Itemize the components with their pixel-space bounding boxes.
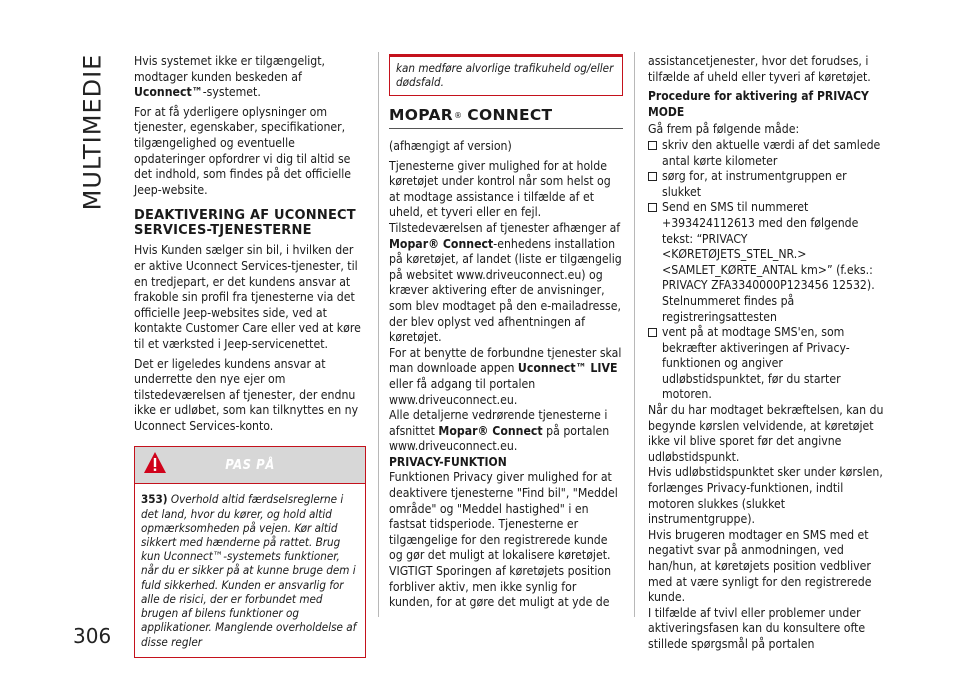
page-number: 306 — [73, 624, 112, 648]
subheading-privacy: PRIVACY-FUNKTION — [389, 454, 507, 469]
warning-label: PAS PÅ — [225, 457, 275, 473]
list-item: Send en SMS til nummeret +393424112613 med den følgende tekst: “PRIVACY <KØRETØJETS_STEL_NR.> <SAMLET_KØRTE_ANTAL km>” (f.eks.: PRIVACY ZFA3340000P123456 12532). Stelnummeret findes på registreringsattesten — [648, 200, 886, 325]
warning-triangle-icon — [143, 451, 167, 475]
paragraph-confirmation: Når du har modtaget bekræftelsen, kan du begynde kørslen velvidende, at køretøjet ikke vil blive sporet før det angivne udløbstidspunkt. — [648, 403, 884, 464]
paragraph-services: Tjenesterne giver mulighed for at holde køretøjet under kontrol når som helst og at modtage assistance i tilfælde af et uheld, et tyveri eller en fejl. — [389, 158, 611, 220]
paragraph-unavailable: Hvis systemet ikke er tilgængeligt, modtager kunden beskeden af Uconnect™-systemet. — [134, 54, 326, 100]
warning-body — [135, 484, 365, 656]
heading-deactivation: DEAKTIVERING AF UCONNECT SERVICES-TJENESTERNE — [134, 208, 356, 239]
paragraph-availability: Tilstedeværelsen af tjenester afhænger af Mopar® Connect-enhedens installation på køretøjet, af landet (liste er tilgængelig på websitet www.driveuconnect.eu) og kræver aktivering efter de anvisninger, som blev modtaget på den e-mailadresse, der blev oplyst ved afhentningen af køretøjet. — [389, 220, 622, 345]
paragraph-privacy: Funktionen Privacy giver mulighed for at deaktivere tjenesterne "Find bil", "Meddel område" og "Meddel hastighed" i en fastsat tidsperiode. Tjenesterne er tilgængelige for den registrerede kunde og gør det muligt at lokalisere køretøjet. — [389, 470, 618, 563]
warning-number: 353) — [141, 492, 168, 507]
paragraph-new-owner: Det er ligeledes kundens ansvar at underrette den nye ejer om tilstedeværelsen af tjenester, der endnu ikke er udløbet, som kan tilknyttes en ny Uconnect Services-konto. — [134, 356, 359, 433]
column-2 — [389, 54, 623, 615]
warning-box — [134, 446, 366, 657]
list-item: sørg for, at instrumentgruppen er slukket — [648, 169, 886, 200]
subheading-procedure: Procedure for aktivering af PRIVACY MODE — [648, 89, 869, 119]
bullet-square-icon — [648, 328, 657, 337]
paragraph-details: Alle detaljerne vedrørende tjenesterne i afsnittet Mopar® Connect på portalen www.driveuconnect.eu. — [389, 408, 610, 454]
warning-header — [135, 447, 365, 484]
column-3 — [648, 54, 886, 653]
list-item: vent på at modtage SMS'en, som bekræfter aktiveringen af Privacy-funktionen og angiver udløbstidspunktet, før du starter motoren. — [648, 325, 886, 403]
paragraph-app: For at benytte de forbundne tjenester skal man downloade appen Uconnect™ LIVE eller få adgang til portalen www.driveuconnect.eu. — [389, 345, 622, 407]
warning-text: Overhold altid færdselsreglerne i det land, hvor du kører, og hold altid opmærksomheden på vejen. Kør altid sikkert med hænderne på rattet. Brug kun Uconnect™-systemets funktioner, når du er sikker på at kunne bruge dem i fuld sikkerhed. Kunden er ansvarlig for alle de risici, der er forbundet med brugen af bilens funktioner og applikationer. Manglende overholdelse af disse regler — [141, 492, 357, 649]
bullet-square-icon — [648, 172, 657, 181]
section-side-title — [74, 52, 110, 212]
warning-continuation: kan medføre alvorlige trafikuheld og/eller dødsfald. — [389, 57, 623, 96]
paragraph-version: (afhængigt af version) — [389, 139, 512, 153]
paragraph-selling: Hvis Kunden sælger sin bil, i hvilken der er aktive Uconnect Services-tjenester, til en tredjepart, er det kundens ansvar at frakoble sin profil fra tjenesterne via det officielle Jeep-websites side, ved at kontakte Customer Care eller ved at køre til et værksted i Jeep-servicenettet. — [134, 243, 361, 351]
heading-mopar-connect: MOPAR ® CONNECT — [389, 106, 553, 125]
bullet-square-icon — [648, 203, 657, 212]
column-1 — [134, 54, 366, 658]
paragraph-more-info: For at få yderligere oplysninger om tjenester, egenskaber, specifikationer, tilgængelighed og eventuelle opdateringer opfordrer vi dig til altid se det indhold, som findes på det officielle Jeep-website. — [134, 104, 352, 197]
column-divider-2 — [634, 52, 635, 617]
column-divider-1 — [378, 52, 379, 617]
paragraph-negative: Hvis brugeren modtager en SMS med et negativt svar på anmodningen, ved han/hun, at køretøjets position vedbliver med at være synligt for den registrerede kunde. — [648, 527, 872, 605]
paragraph-expiry: Hvis udløbstidspunktet sker under kørslen, forlænges Privacy-funktionen, indtil motoren slukkes (slukket instrumentgruppe). — [648, 465, 883, 527]
paragraph-doubt: I tilfælde af tvivl eller problemer under aktiveringsfasen kan du konsultere ofte stillede spørgsmål på portalen — [648, 605, 866, 651]
list-item: skriv den aktuelle værdi af det samlede antal kørte kilometer — [648, 138, 886, 169]
bullet-square-icon — [648, 141, 657, 150]
heading-rule — [389, 128, 623, 129]
uconnect-term: Uconnect™ — [134, 85, 203, 100]
paragraph-assistance: assistancetjenester, hvor det forudses, i tilfælde af uheld eller tyveri af køretøjet. — [648, 54, 871, 84]
paragraph-steps-intro: Gå frem på følgende måde: — [648, 122, 800, 137]
section-title-text: MULTIMEDIE — [78, 53, 107, 211]
paragraph-important: VIGTIGT Sporingen af køretøjets position forbliver aktiv, men ikke synlig for kunden, for at gøre det muligt at yde de — [389, 564, 612, 610]
